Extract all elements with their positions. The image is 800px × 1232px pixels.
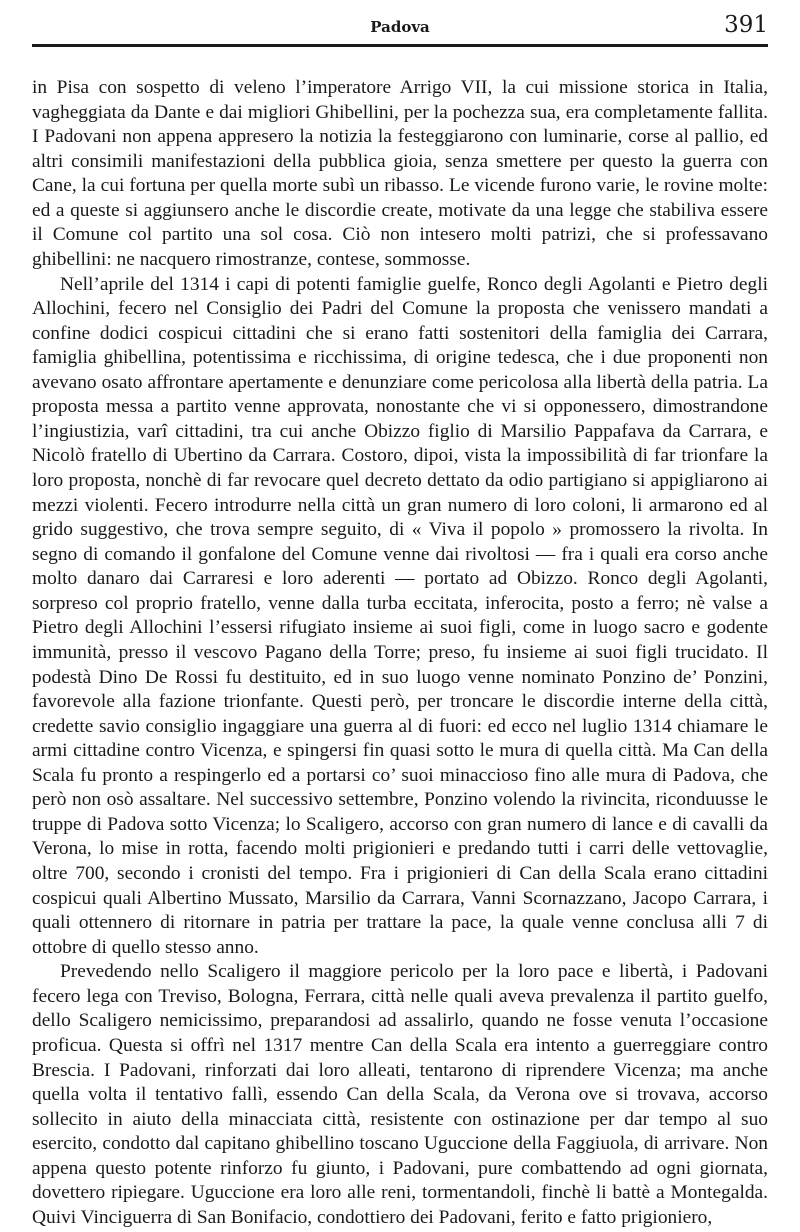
paragraph-1: in Pisa con sospetto di veleno l’imperatore Arrigo VII, la cui missione storica in Italia, vagheggiata da Dante e dai migliori Ghibellini, per la pochezza sua, era completamente fallita. I Padovani non appena appresero la notizia la festeggiarono con luminarie, corse al pallio, ed altri consimili manifestazioni della pubblica gioia, senza smettere per questo la guerra con Cane, la cui fortuna per quella morte subì un ribasso. Le vicende furono varie, le rovine molte: ed a queste si aggiunsero anche le discordie create, motivate da una legge che stabiliva essere il Comune col partito una sol cosa. Ciò non intesero molti patrizi, che si professavano ghibellini: ne nacquero rimostranze, contese, sommosse. bbox=[32, 77, 768, 270]
paragraph-2: Nell’aprile del 1314 i capi di potenti famiglie guelfe, Ronco degli Agolanti e Pietro degli Allochini, fecero nel Consiglio dei Padri del Comune la proposta che venissero mandati a confine dodici cospicui cittadini che si erano fatti sostenitori della famiglia dei Carrara, famiglia ghibellina, potentissima e ricchissima, di origine tedesca, che i due proponenti non avevano osato affrontare apertamente e denunziare come pericolosa alla libertà della patria. La proposta messa a partito venne approvata, nonostante che vi si opponessero, dimostrandone l’ingiustizia, varî cittadini, tra cui anche Obizzo figlio di Marsilio Pappafava da Carrara, e Nicolò fratello di Ubertino da Carrara. Costoro, dipoi, vista la impossibilità di far trionfare la loro proposta, nonchè di far revocare quel decreto dettato da odio partigiano si appigliarono ai mezzi violenti. Fecero introdurre nella città un gran numero di loro coloni, li armarono ed al grido suggestivo, che trova sempre seguito, di « Viva il popolo » promossero la rivolta. In segno di comando il gonfalone del Comune venne dai rivoltosi — fra i quali era corso anche molto danaro dai Carraresi e loro aderenti — portato ad Obizzo. Ronco degli Agolanti, sorpreso col proprio fratello, venne dalla turba eccitata, inferocita, posto a ferro; nè valse a Pietro degli Allochini l’essersi rifugiato insieme ai suoi figli, come in luogo sacro e godente immunità, presso il vescovo Pagano della Torre; preso, fu insieme ai suoi figli trucidato. Il podestà Dino De Rossi fu destituito, ed in suo luogo venne nominato Ponzino de’ Ponzini, favorevole alla fazione trionfante. Questi però, per troncare le discordie interne della città, credette savio consiglio ingaggiare una guerra al di fuori: ed ecco nel luglio 1314 chiamare le armi cittadine contro Vicenza, e spingersi fin quasi sotto le mura di quella città. Ma Can della Scala fu pronto a respingerlo ed a portarsi co’ suoi minaccioso fino alle mura di Padova, che però non osò assaltare. Nel successivo settembre, Ponzino volendo la rivincita, riconduusse le truppe di Padova sotto Vicenza; lo Scaligero, accorso con gran numero di lance e di cavalli da Verona, lo mise in rotta, facendo molti prigionieri e predando tutti i carri delle vettovaglie, oltre 700, secondo i cronisti del tempo. Fra i prigionieri di Can della Scala erano cittadini cospicui quali Albertino Mussato, Marsilio da Carrara, Vanni Scornazzano, Jacopo Carrara, i quali ottennero di ritornare in patria per trattare la pace, la quale venne conclusa alli 7 di ottobre di quello stesso anno. bbox=[32, 273, 768, 958]
body-text bbox=[32, 76, 768, 1230]
paragraph-3: Prevedendo nello Scaligero il maggiore pericolo per la loro pace e libertà, i Padovani fecero lega con Treviso, Bologna, Ferrara, città nelle quali aveva prevalenza il partito guelfo, dello Scaligero nemicissimo, preparandosi ad assalirlo, quando ne fosse venuta l’occasione proficua. Questa si offrì nel 1317 mentre Can della Scala era intento a guerreggiare contro Brescia. I Padovani, rinforzati dai loro alleati, tentarono di riprendere Vicenza; ma anche quella volta il tentativo fallì, essendo Can della Scala, da Verona ove si trovava, accorso sollecito in aiuto della minacciata città, resistente con ostinazione per dar tempo al suo esercito, condotto dal capitano ghibellino toscano Uguccione della Faggiuola, di arrivare. Non appena questo potente rinforzo fu giunto, i Padovani, pure combattendo ad ogni giornata, dovettero ripiegare. Uguccione era loro alle reni, tormentandoli, finchè li battè a Montegalda. Quivi Vinciguerra di San Bonifacio, condottiero dei Padovani, ferito e fatto prigioniero, bbox=[32, 961, 768, 1228]
page-number: 391 bbox=[724, 12, 768, 38]
running-title: Padova bbox=[370, 18, 430, 36]
page-header bbox=[32, 8, 768, 47]
